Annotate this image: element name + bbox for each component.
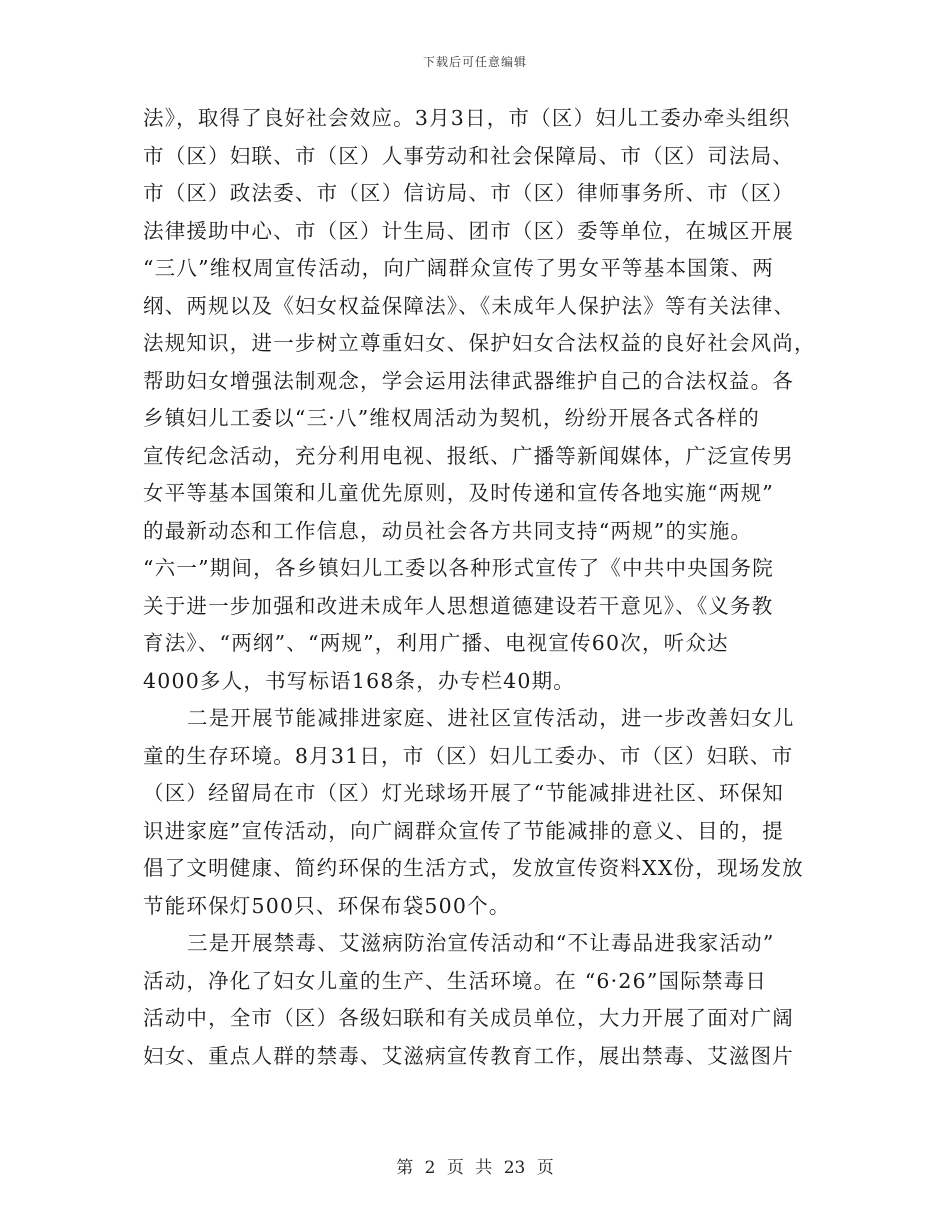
text-line: 市（区）妇联、市（区）人事劳动和社会保障局、市（区）司法局、 (143, 143, 794, 168)
text-line: 妇女、重点人群的禁毒、艾滋病宣传教育工作，展出禁毒、艾滋图片 (143, 1043, 794, 1068)
text-line: 4000多人，书写标语168条，办专栏40期。 (143, 668, 575, 693)
text-line: 活动，净化了妇女儿童的生产、生活环境。在 “6·26”国际禁毒日 (143, 968, 768, 993)
text-line: 法规知识，进一步树立尊重妇女、保护妇女合法权益的良好社会风尚， (143, 331, 816, 355)
text-line: （区）经留局在市（区）灯光球场开展了“节能减排进社区、环保知 (143, 781, 784, 805)
text-line: 法》，取得了良好社会效应。3月3日，市（区）妇儿工委办牵头组织 (143, 106, 791, 130)
document-body (143, 100, 833, 1075)
text-line: 三是开展禁毒、艾滋病防治宣传活动和“不让毒品进我家活动” (187, 931, 775, 955)
paragraph (143, 925, 833, 1075)
text-line: 关于进一步加强和改进未成年人思想道德建设若干意见》、《义务教 (143, 593, 774, 618)
text-line: 宣传纪念活动，充分利用电视、报纸、广播等新闻媒体，广泛宣传男 (143, 443, 794, 468)
text-line: 市（区）政法委、市（区）信访局、市（区）律师事务所、市（区） (143, 181, 794, 205)
text-line: 纲、两规以及《妇女权益保障法》、《未成年人保护法》等有关法律、 (143, 293, 796, 318)
text-line: 的最新动态和工作信息，动员社会各方共同支持“两规”的实施。 (143, 518, 753, 543)
text-line: “六一”期间，各乡镇妇儿工委以各种形式宣传了《中共中央国务院 (143, 556, 774, 580)
text-line: 二是开展节能减排进家庭、进社区宣传活动，进一步改善妇女儿 (187, 706, 795, 730)
page-number: 第 2 页 共 23 页 (396, 1158, 554, 1178)
text-line: “三八”维权周宣传活动，向广阔群众宣传了男女平等基本国策、两 (143, 256, 774, 280)
page-header-note: 下载后可任意编辑 (422, 55, 527, 69)
paragraph (143, 700, 833, 925)
text-line: 法律援助中心、市（区）计生局、团市（区）委等单位，在城区开展 (143, 218, 794, 243)
text-line: 节能环保灯500只、环保布袋500个。 (143, 893, 511, 918)
text-line: 活动中，全市（区）各级妇联和有关成员单位，大力开展了面对广阔 (143, 1006, 794, 1030)
text-line: 育法》、“两纲”、“两规”，利用广播、电视宣传60次，听众达 (143, 631, 729, 655)
paragraph (143, 100, 833, 700)
text-line: 倡了文明健康、简约环保的生活方式，发放宣传资料XX份，现场发放 (143, 856, 804, 880)
text-line: 帮助妇女增强法制观念，学会运用法律武器维护自己的合法权益。各 (143, 368, 794, 393)
text-line: 乡镇妇儿工委以“三·八”维权周活动为契机，纷纷开展各式各样的 (143, 406, 760, 430)
text-line: 识进家庭”宣传活动，向广阔群众宣传了节能减排的意义、目的，提 (143, 818, 784, 843)
text-line: 童的生存环境。8月31日，市（区）妇儿工委办、市（区）妇联、市 (143, 743, 794, 768)
text-line: 女平等基本国策和儿童优先原则，及时传递和宣传各地实施“两规” (143, 481, 774, 505)
